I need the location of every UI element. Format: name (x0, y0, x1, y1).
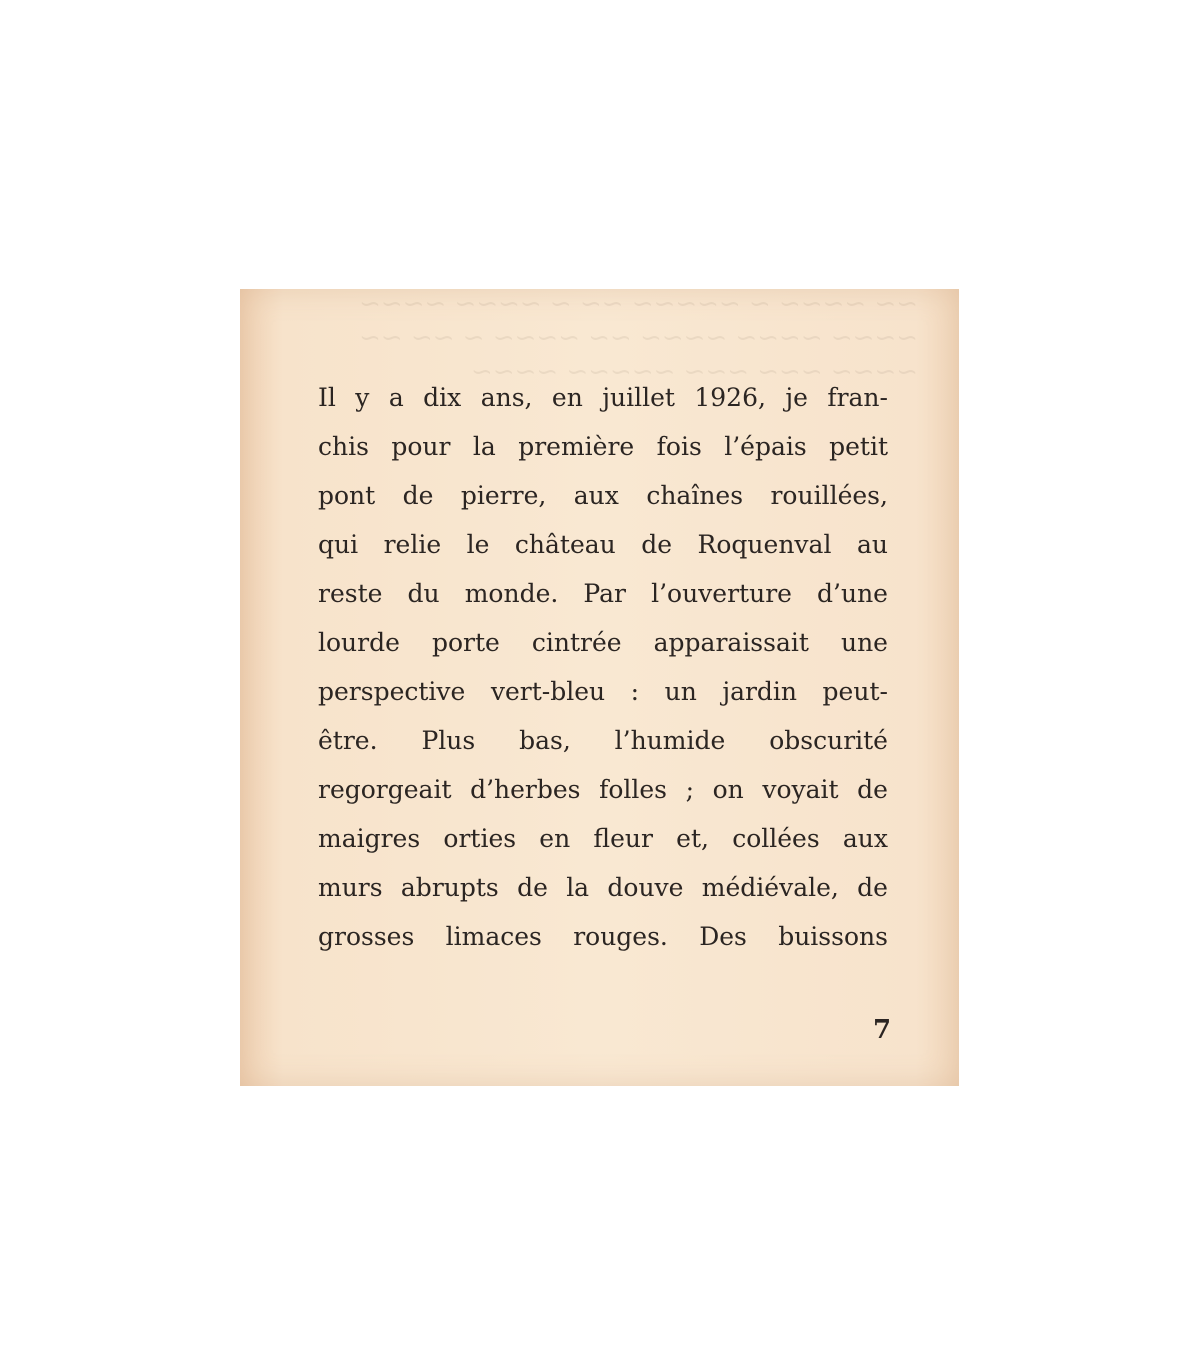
text-line: perspective vert-bleu : un jardin peut- (318, 677, 888, 706)
text-line: chis pour la première fois l’épais petit (318, 432, 888, 461)
text-line: être. Plus bas, l’humide obscurité (318, 726, 888, 755)
book-page (240, 289, 959, 1086)
text-line: regorgeait d’herbes folles ; on voyait de (318, 775, 888, 804)
text-line: Il y a dix ans, en juillet 1926, je fran- (318, 383, 888, 412)
text-line: murs abrupts de la douve médiévale, de (318, 873, 888, 902)
text-line: grosses limaces rouges. Des buissons (318, 922, 888, 951)
show-through-text: ~~ ~~~~ ~ ~~~~~ ~~ ~ ~~~~ ~~~~ ~~~~ ~~~~ ~~~~ ~~ ~~~~ ~ ~~ ~~ ~~~~ ~~~ ~~~ ~~~~~ ~~~~ (359, 289, 918, 387)
page-number: 7 (873, 1015, 892, 1045)
text-line: qui relie le château de Roquenval au (318, 530, 888, 559)
text-line: pont de pierre, aux chaînes rouillées, (318, 481, 888, 510)
text-line: lourde porte cintrée apparaissait une (318, 628, 888, 657)
text-line: reste du monde. Par l’ouverture d’une (318, 579, 888, 608)
text-line: maigres orties en fleur et, collées aux (318, 824, 888, 853)
body-text (318, 373, 888, 961)
